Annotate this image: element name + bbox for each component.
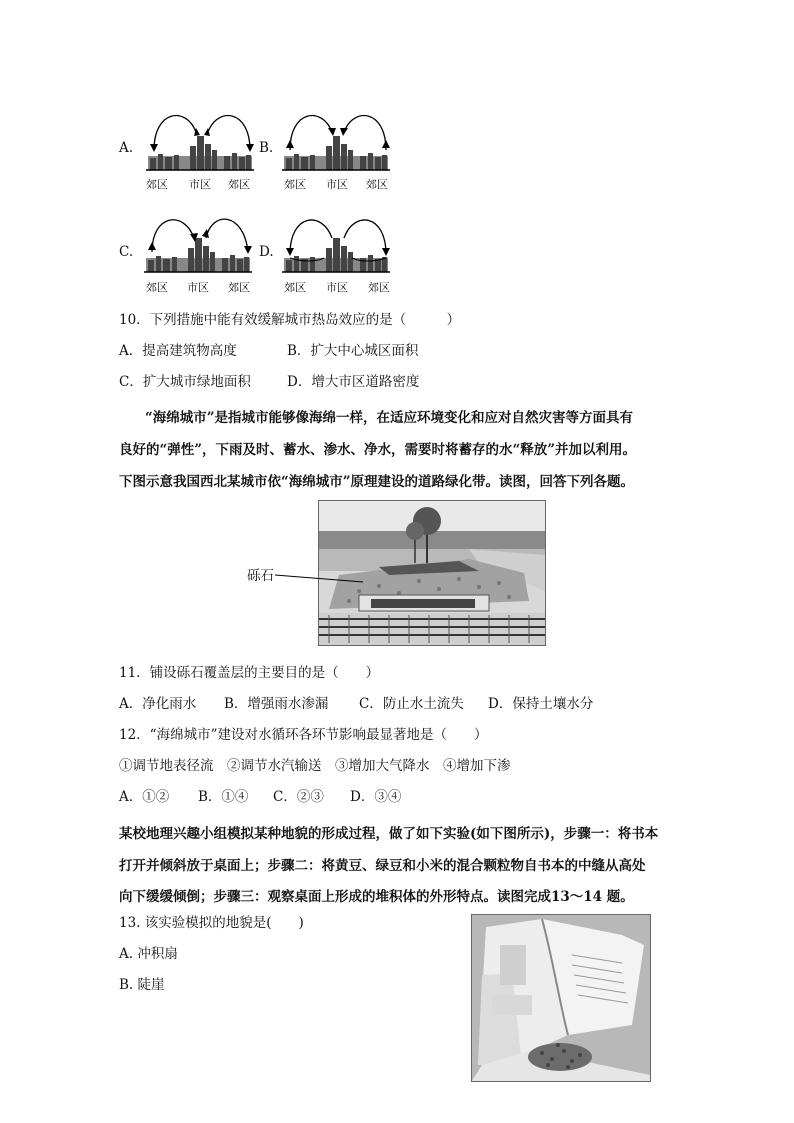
option-b-diagram [282,106,394,186]
option-c-diagram [144,208,256,288]
gravel-leader-line [275,568,365,588]
q13-option-b: B. 陡崖 [119,977,165,993]
option-c-caption-right: 郊区 [228,281,250,294]
q11-stem: 11．铺设砾石覆盖层的主要目的是（ ） [119,665,380,681]
q12-stem: 12．“海绵城市”建设对水循环各环节影响最显著地是（ ） [119,727,488,743]
option-a-caption-mid: 市区 [189,178,211,191]
passage1-line3: 下图示意我国西北某城市依“海绵城市”原理建设的道路绿化带。读图，回答下列各题。 [119,474,635,490]
q11-option-b: B．增强雨水渗漏 [224,696,329,712]
option-d-diagram [282,208,394,288]
q12-option-d: D．③④ [350,789,402,805]
q10-option-d: D．增大市区道路密度 [287,374,420,390]
passage1-line1: “海绵城市”是指城市能够像海绵一样，在适应环境变化和应对自然灾害等方面具有 [145,410,634,426]
q10-stem: 10．下列措施中能有效缓解城市热岛效应的是（ ） [119,312,461,328]
option-b-caption-mid: 市区 [326,178,348,191]
q10-option-c: C．扩大城市绿地面积 [119,374,251,390]
option-a-diagram [146,106,258,186]
option-a-caption-left: 郊区 [146,178,168,191]
passage2-line2: 打开并倾斜放于桌面上；步骤二：将黄豆、绿豆和小米的混合颗粒物自书本的中缝从高处 [119,858,646,874]
option-d-caption-left: 郊区 [284,281,306,294]
option-c-caption-mid: 市区 [187,281,209,294]
option-d-letter: D. [259,244,274,260]
q11-option-d: D．保持土壤水分 [488,696,594,712]
q12-items: ①调节地表径流 ②调节水汽输送 ③增加大气降水 ④增加下渗 [119,758,511,774]
option-c-letter: C. [119,244,134,260]
option-c-caption-left: 郊区 [146,281,168,294]
q12-option-a: A．①② [119,789,170,805]
q10-option-a: A．提高建筑物高度 [119,343,237,359]
q10-option-b: B．扩大中心城区面积 [287,343,419,359]
q13-stem: 13. 该实验模拟的地貌是( ) [119,915,304,931]
option-b-caption-right: 郊区 [366,178,388,191]
option-b-caption-left: 郊区 [284,178,306,191]
q11-option-c: C．防止水土流失 [359,696,464,712]
option-d-caption-right: 郊区 [368,281,390,294]
option-a-caption-right: 郊区 [228,178,250,191]
q12-option-b: B．①④ [198,789,249,805]
passage1-line2: 良好的“弹性”，下雨及时、蓄水、渗水、净水，需要时将蓄存的水“释放”并加以利用。 [119,442,637,458]
option-a-letter: A. [119,140,134,156]
q12-option-c: C．②③ [273,789,324,805]
q11-option-a: A．净化雨水 [119,696,197,712]
passage2-line1: 某校地理兴趣小组模拟某种地貌的形成过程，做了如下实验(如下图所示)，步骤一：将书本 [119,826,659,842]
passage2-line3: 向下缓缓倾倒；步骤三：观察桌面上形成的堆积体的外形特点。读图完成13～14 题。 [119,889,634,905]
q13-option-a: A. 冲积扇 [119,946,178,962]
experiment-photo [471,914,651,1082]
option-b-letter: B. [259,140,274,156]
gravel-label: 砾石 [247,568,274,584]
option-d-caption-mid: 市区 [326,281,348,294]
